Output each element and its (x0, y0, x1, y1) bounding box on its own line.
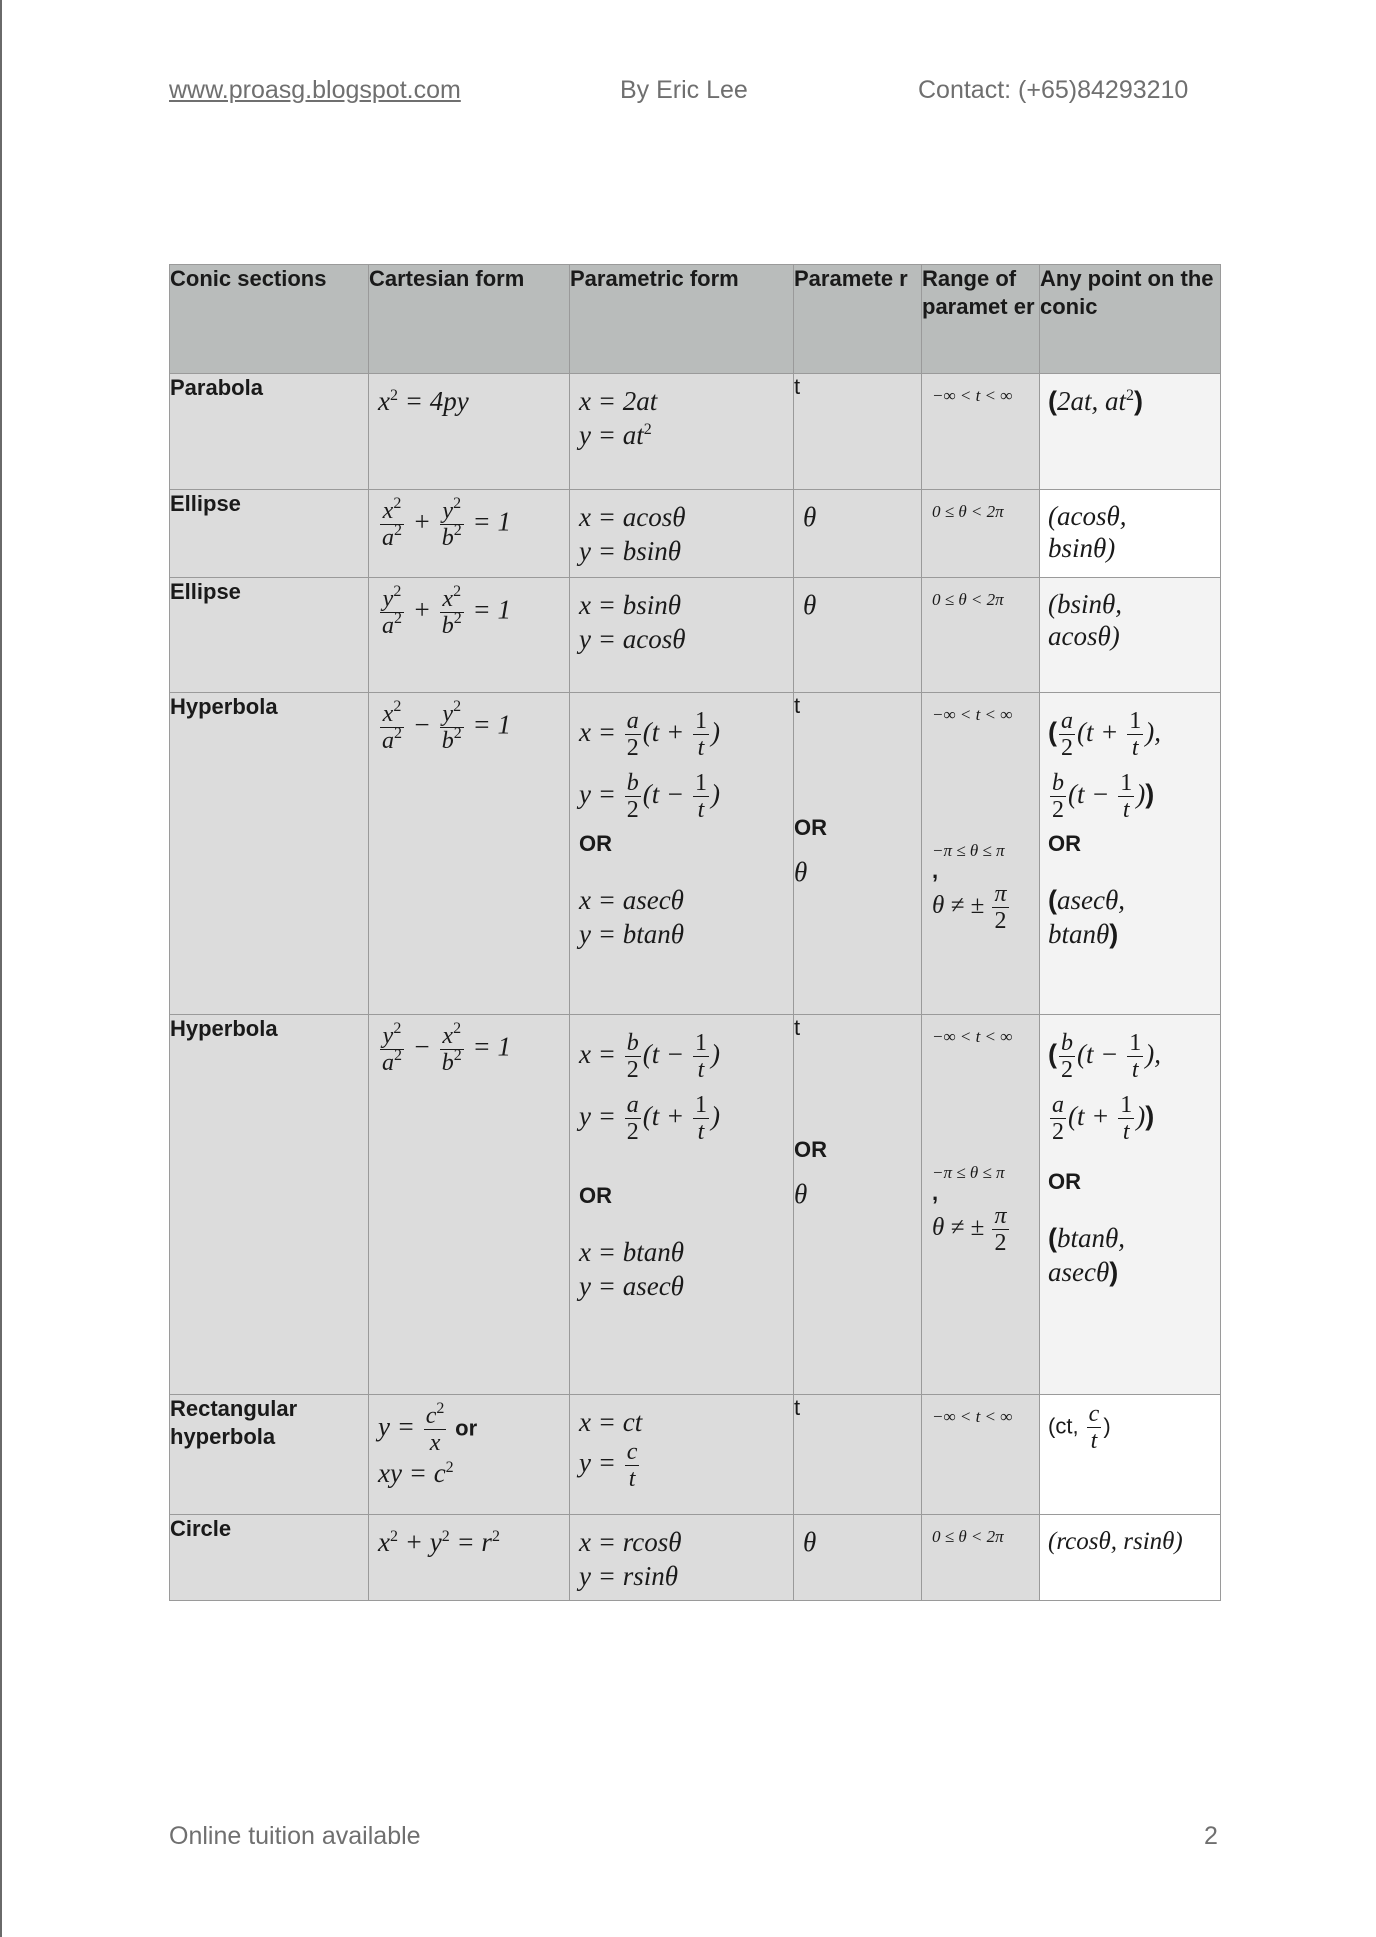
cartesian-cell (369, 1395, 570, 1515)
conic-name: Hyperbola (170, 693, 369, 1015)
cartesian-formula: $x^2 + y^2 = r^2$ (378, 1527, 500, 1557)
range-value: −∞ < t < ∞ (932, 1407, 1013, 1426)
parameter-theta: θ (794, 857, 808, 887)
column-header: Cartesian form (369, 265, 570, 374)
parametric-x: x = rcosθ (579, 1527, 682, 1557)
range-value: 0 ≤ θ < 2π (932, 590, 1004, 609)
parameter-t: t (794, 1015, 801, 1040)
header-author: By Eric Lee (620, 76, 748, 104)
parametric-cell (570, 374, 794, 490)
parameter-cell (794, 1515, 922, 1601)
point-value-theta: (asecθ, btanθ) (1048, 885, 1125, 949)
parametric-x: x = $\frac{b}{2}$ (t − $\frac{1}{t}$ ) (579, 1030, 720, 1084)
range-exclusion: θ ≠ ± $\frac{\pi}{2}$ (932, 1203, 1007, 1256)
header-url-link[interactable]: www.proasg.blogspot.com (169, 76, 461, 104)
column-header: Any point on the conic (1040, 265, 1221, 374)
parametric-y-alt: y = asecθ (579, 1271, 684, 1301)
point-cell (1040, 578, 1221, 693)
cartesian-formula: $\frac{y^2}{a^2}$ − $\frac{x^2}{b^2}$ = 1 (382, 1020, 511, 1076)
parametric-x: x = 2at (579, 386, 658, 416)
column-header: Range of paramet er (922, 265, 1040, 374)
parametric-y-alt: y = btanθ (579, 919, 684, 949)
point-value-t: ( $\frac{b}{2}$ (t − $\frac{1}{t}$ ), (1048, 1030, 1161, 1084)
parametric-cell (570, 1395, 794, 1515)
parametric-cell (570, 1515, 794, 1601)
table-row (170, 578, 1221, 693)
cartesian-cell (369, 693, 570, 1015)
point-value-t2: $\frac{b}{2}$ (t − $\frac{1}{t}$ )) (1052, 770, 1155, 824)
or-label: OR (1048, 831, 1081, 856)
conic-name: Ellipse (170, 578, 369, 693)
cartesian-formula-alt: xy = $c^2$ (378, 1458, 454, 1488)
conic-name: Rectangular hyperbola (170, 1395, 369, 1515)
parametric-cell (570, 693, 794, 1015)
or-label: OR (794, 815, 827, 840)
parameter-value: θ (803, 502, 817, 532)
table-row (170, 1015, 1221, 1395)
table-header-row (170, 265, 1221, 374)
point-cell (1040, 1015, 1221, 1395)
page-edge (0, 0, 2, 1937)
parametric-y: y = rsinθ (579, 1561, 678, 1591)
cartesian-cell (369, 1015, 570, 1395)
cartesian-cell (369, 578, 570, 693)
parametric-cell (570, 490, 794, 578)
parametric-x: x = ct (579, 1407, 643, 1437)
parametric-y: $y = at^2$ (579, 420, 652, 450)
range-comma: , (932, 1180, 939, 1205)
point-cell (1040, 374, 1221, 490)
parameter-value: θ (803, 590, 817, 620)
range-t: −∞ < t < ∞ (932, 705, 1013, 724)
table-row (170, 490, 1221, 578)
parameter-t: t (794, 693, 801, 718)
parameter-value: θ (803, 1527, 817, 1557)
point-value-theta: (btanθ, asecθ) (1048, 1223, 1126, 1287)
range-value: −∞ < t < ∞ (932, 386, 1013, 405)
table-row (170, 1395, 1221, 1515)
cartesian-formula: $\frac{x^2}{a^2}$ + $\frac{y^2}{b^2}$ = 1 (382, 495, 511, 551)
point-cell (1040, 1395, 1221, 1515)
point-value: (rcosθ, rsinθ) (1048, 1528, 1183, 1555)
parametric-x: x = acosθ (579, 502, 686, 532)
range-cell (922, 578, 1040, 693)
or-label: OR (579, 831, 612, 856)
parametric-x: x = $\frac{a}{2}$ (t + $\frac{1}{t}$ ) (579, 708, 720, 762)
point-value: (ct, $\frac{c}{t}$ ) (1048, 1401, 1111, 1454)
cartesian-formula: $\frac{y^2}{a^2}$ + $\frac{x^2}{b^2}$ = 1 (382, 583, 511, 639)
conic-sections-table (169, 264, 1221, 1601)
parametric-y: y = $\frac{b}{2}$ (t − $\frac{1}{t}$ ) (579, 770, 720, 824)
parameter-cell: t (794, 374, 922, 490)
range-cell (922, 374, 1040, 490)
conic-name: Parabola (170, 374, 369, 490)
point-value: (bsinθ, acosθ) (1048, 589, 1123, 651)
point-cell (1040, 693, 1221, 1015)
cartesian-formula: $\frac{x^2}{a^2}$ − $\frac{y^2}{b^2}$ = 1 (382, 698, 511, 754)
parameter-cell (794, 578, 922, 693)
cartesian-cell (369, 1515, 570, 1601)
column-header: Parametric form (570, 265, 794, 374)
column-header: Conic sections (170, 265, 369, 374)
parameter-cell (794, 693, 922, 1015)
conic-name: Hyperbola (170, 1015, 369, 1395)
conic-name: Ellipse (170, 490, 369, 578)
or-label: OR (794, 1137, 827, 1162)
range-cell (922, 1395, 1040, 1515)
conic-name: Circle (170, 1515, 369, 1601)
parameter-cell: t (794, 1395, 922, 1515)
cartesian-cell (369, 490, 570, 578)
cartesian-cell (369, 374, 570, 490)
cartesian-formula: y = $\frac{c^2}{x}$ or (378, 1400, 478, 1456)
column-header: Paramete r (794, 265, 922, 374)
point-value-t2: $\frac{a}{2}$ (t + $\frac{1}{t}$ )) (1052, 1092, 1155, 1146)
page-number: 2 (1204, 1822, 1218, 1850)
range-theta: −π ≤ θ ≤ π (932, 1163, 1005, 1182)
parametric-y: y = bsinθ (579, 536, 681, 566)
range-comma: , (932, 858, 939, 883)
parameter-cell (794, 490, 922, 578)
parametric-cell (570, 1015, 794, 1395)
cartesian-formula: $x^2 = 4py$ (378, 386, 469, 416)
range-value: 0 ≤ θ < 2π (932, 1527, 1004, 1546)
parametric-x-alt: x = btanθ (579, 1237, 684, 1267)
range-cell (922, 1515, 1040, 1601)
parameter-cell (794, 1015, 922, 1395)
range-value: 0 ≤ θ < 2π (932, 502, 1004, 521)
parameter-theta: θ (794, 1179, 808, 1209)
range-theta: −π ≤ θ ≤ π (932, 841, 1005, 860)
or-label: OR (579, 1183, 612, 1208)
table-row (170, 693, 1221, 1015)
point-cell (1040, 490, 1221, 578)
point-cell (1040, 1515, 1221, 1601)
range-exclusion: θ ≠ ± $\frac{\pi}{2}$ (932, 881, 1007, 934)
range-cell (922, 1015, 1040, 1395)
parametric-cell (570, 578, 794, 693)
point-value: (acosθ, bsinθ) (1048, 501, 1127, 563)
range-t: −∞ < t < ∞ (932, 1027, 1013, 1046)
header-contact: Contact: (+65)84293210 (918, 76, 1189, 104)
range-cell (922, 490, 1040, 578)
parametric-x: x = bsinθ (579, 590, 681, 620)
point-value: (2at, $at^2$) (1048, 386, 1144, 416)
range-cell (922, 693, 1040, 1015)
footer-text: Online tuition available (169, 1822, 421, 1850)
parametric-y: y = $\frac{c}{t}$ (579, 1439, 638, 1492)
parametric-y: y = $\frac{a}{2}$ (t + $\frac{1}{t}$ ) (579, 1092, 720, 1146)
parametric-x-alt: x = asecθ (579, 885, 684, 915)
parametric-y: y = acosθ (579, 624, 686, 654)
table-row (170, 374, 1221, 490)
table-row (170, 1515, 1221, 1601)
point-value-t: ( $\frac{a}{2}$ (t + $\frac{1}{t}$ ), (1048, 708, 1161, 762)
or-label: OR (1048, 1169, 1081, 1194)
